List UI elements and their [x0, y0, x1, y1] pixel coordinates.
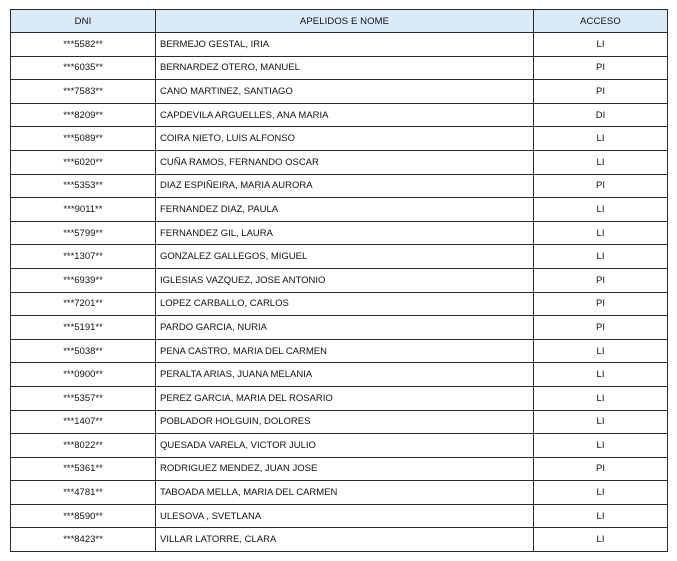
cell-access: PI — [534, 56, 668, 80]
cell-dni: ***7201** — [11, 292, 156, 316]
cell-name: ULESOVA , SVETLANA — [156, 504, 534, 528]
table-header-row — [11, 10, 668, 33]
cell-name: PENA CASTRO, MARIA DEL CARMEN — [156, 339, 534, 363]
table-row — [11, 268, 668, 292]
cell-name: BERNARDEZ OTERO, MANUEL — [156, 56, 534, 80]
cell-access: PI — [534, 80, 668, 104]
cell-name: FERNANDEZ GIL, LAURA — [156, 221, 534, 245]
cell-access: PI — [534, 457, 668, 481]
cell-access: PI — [534, 174, 668, 198]
header-access: ACCESO — [534, 10, 668, 33]
table-row — [11, 103, 668, 127]
cell-name: CAPDEVILA ARGUELLES, ANA MARIA — [156, 103, 534, 127]
cell-name: CANO MARTINEZ, SANTIAGO — [156, 80, 534, 104]
cell-name: RODRIGUEZ MENDEZ, JUAN JOSE — [156, 457, 534, 481]
table-row — [11, 33, 668, 57]
header-name: APELIDOS E NOME — [156, 10, 534, 33]
cell-access: LI — [534, 504, 668, 528]
cell-name: IGLESIAS VAZQUEZ, JOSE ANTONIO — [156, 268, 534, 292]
cell-access: LI — [534, 127, 668, 151]
cell-dni: ***5353** — [11, 174, 156, 198]
table-row — [11, 150, 668, 174]
cell-dni: ***4781** — [11, 481, 156, 505]
cell-access: LI — [534, 339, 668, 363]
cell-dni: ***5361** — [11, 457, 156, 481]
cell-access: LI — [534, 245, 668, 269]
cell-access: LI — [534, 198, 668, 222]
cell-access: LI — [534, 434, 668, 458]
table-row — [11, 221, 668, 245]
cell-access: LI — [534, 386, 668, 410]
cell-access: PI — [534, 316, 668, 340]
table-row — [11, 339, 668, 363]
cell-dni: ***5582** — [11, 33, 156, 57]
table-row — [11, 316, 668, 340]
table-row — [11, 481, 668, 505]
cell-name: PERALTA ARIAS, JUANA MELANIA — [156, 363, 534, 387]
cell-name: PARDO GARCIA, NURIA — [156, 316, 534, 340]
table-row — [11, 410, 668, 434]
table-row — [11, 245, 668, 269]
cell-name: FERNANDEZ DIAZ, PAULA — [156, 198, 534, 222]
cell-dni: ***8209** — [11, 103, 156, 127]
applicants-table — [10, 9, 668, 552]
applicants-table-container — [10, 9, 667, 552]
cell-dni: ***5191** — [11, 316, 156, 340]
cell-access: LI — [534, 410, 668, 434]
cell-access: PI — [534, 292, 668, 316]
cell-access: LI — [534, 528, 668, 552]
table-row — [11, 386, 668, 410]
cell-access: LI — [534, 221, 668, 245]
cell-access: LI — [534, 33, 668, 57]
table-row — [11, 504, 668, 528]
cell-name: LOPEZ CARBALLO, CARLOS — [156, 292, 534, 316]
cell-name: CUÑA RAMOS, FERNANDO OSCAR — [156, 150, 534, 174]
cell-dni: ***5038** — [11, 339, 156, 363]
cell-dni: ***5357** — [11, 386, 156, 410]
cell-name: COIRA NIETO, LUIS ALFONSO — [156, 127, 534, 151]
cell-dni: ***5799** — [11, 221, 156, 245]
cell-dni: ***6939** — [11, 268, 156, 292]
table-row — [11, 174, 668, 198]
cell-dni: ***6035** — [11, 56, 156, 80]
table-row — [11, 528, 668, 552]
cell-dni: ***8423** — [11, 528, 156, 552]
table-row — [11, 198, 668, 222]
cell-dni: ***9011** — [11, 198, 156, 222]
cell-access: PI — [534, 268, 668, 292]
cell-dni: ***8590** — [11, 504, 156, 528]
cell-dni: ***8022** — [11, 434, 156, 458]
cell-access: DI — [534, 103, 668, 127]
table-row — [11, 434, 668, 458]
table-row — [11, 292, 668, 316]
table-row — [11, 127, 668, 151]
table-row — [11, 56, 668, 80]
cell-dni: ***1307** — [11, 245, 156, 269]
cell-dni: ***0900** — [11, 363, 156, 387]
table-row — [11, 80, 668, 104]
cell-name: GONZALEZ GALLEGOS, MIGUEL — [156, 245, 534, 269]
header-dni: DNI — [11, 10, 156, 33]
cell-access: LI — [534, 150, 668, 174]
table-row — [11, 363, 668, 387]
cell-name: PEREZ GARCIA, MARIA DEL ROSARIO — [156, 386, 534, 410]
table-body — [11, 33, 668, 552]
cell-dni: ***6020** — [11, 150, 156, 174]
cell-name: BERMEJO GESTAL, IRIA — [156, 33, 534, 57]
cell-access: LI — [534, 481, 668, 505]
cell-name: VILLAR LATORRE, CLARA — [156, 528, 534, 552]
cell-name: DIAZ ESPIÑEIRA, MARIA AURORA — [156, 174, 534, 198]
cell-access: LI — [534, 363, 668, 387]
cell-name: TABOADA MELLA, MARIA DEL CARMEN — [156, 481, 534, 505]
cell-dni: ***1407** — [11, 410, 156, 434]
cell-name: QUESADA VARELA, VICTOR JULIO — [156, 434, 534, 458]
cell-dni: ***5089** — [11, 127, 156, 151]
cell-dni: ***7583** — [11, 80, 156, 104]
cell-name: POBLADOR HOLGUIN, DOLORES — [156, 410, 534, 434]
table-row — [11, 457, 668, 481]
